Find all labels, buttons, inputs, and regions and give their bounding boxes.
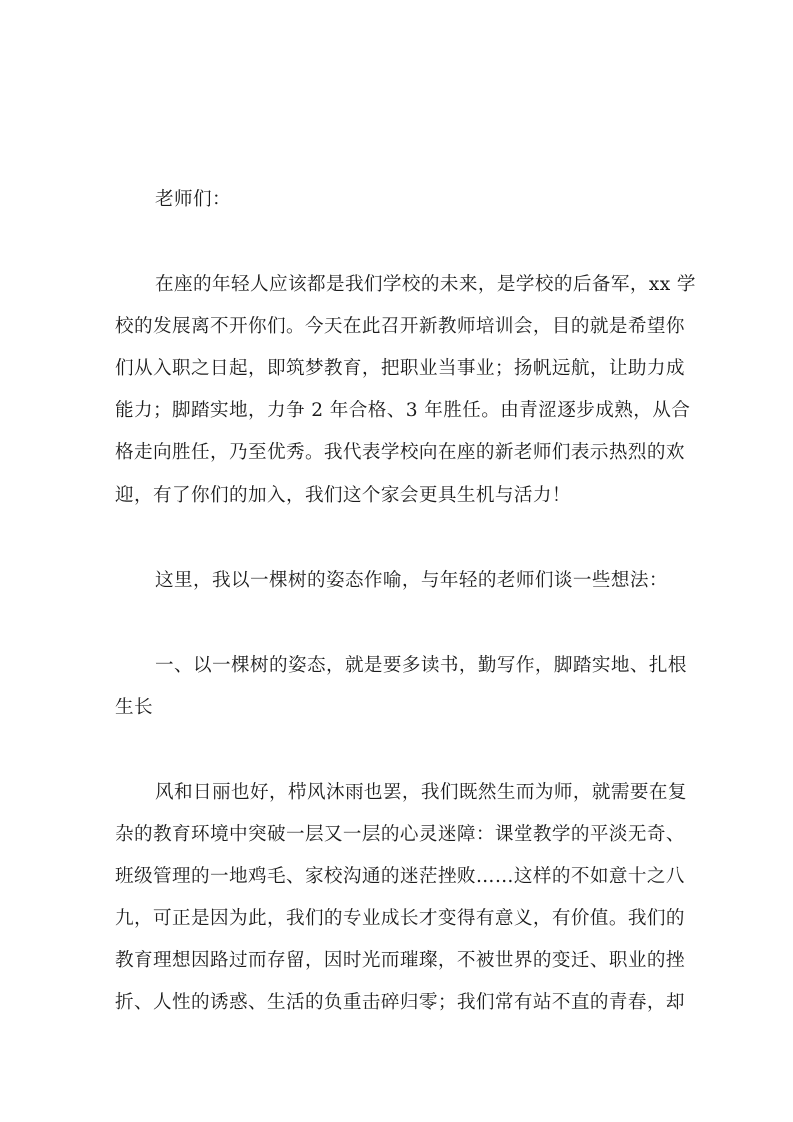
paragraph-line: 折、人性的诱惑、生活的负重击碎归零；我们常有站不直的青春，却	[115, 992, 685, 1013]
paragraph-line: 教育理想因路过而存留，因时光而璀璨，不被世界的变迁、职业的挫	[115, 950, 685, 971]
heading-line: 一、以一棵树的姿态，就是要多读书，勤写作，脚踏实地、扎根	[155, 655, 687, 676]
paragraph-line: 能力；脚踏实地，力争 2 年合格、3 年胜任。由青涩逐步成熟，从合	[115, 400, 691, 421]
paragraph-line: 班级管理的一地鸡毛、家校沟通的迷茫挫败……这样的不如意十之八	[115, 866, 685, 887]
paragraph-line: 校的发展离不开你们。今天在此召开新教师培训会，目的就是希望你	[115, 316, 685, 337]
paragraph-line: 格走向胜任，乃至优秀。我代表学校向在座的新老师们表示热烈的欢	[115, 442, 685, 463]
heading-line: 生长	[115, 697, 153, 718]
paragraph-line: 九，可正是因为此，我们的专业成长才变得有意义，有价值。我们的	[115, 908, 685, 929]
paragraph-line: 杂的教育环境中突破一层又一层的心灵迷障：课堂教学的平淡无奇、	[115, 824, 685, 845]
paragraph-line: 这里，我以一棵树的姿态作喻，与年轻的老师们谈一些想法：	[155, 570, 668, 591]
paragraph-line: 迎，有了你们的加入，我们这个家会更具生机与活力！	[115, 485, 571, 506]
paragraph-line: 风和日丽也好，栉风沐雨也罢，我们既然生而为师，就需要在复	[155, 782, 687, 803]
salutation: 老师们：	[155, 189, 231, 210]
paragraph-line: 们从入职之日起，即筑梦教育，把职业当事业；扬帆远航，让助力成	[115, 358, 685, 379]
paragraph-line: 在座的年轻人应该都是我们学校的未来，是学校的后备军，xx 学	[155, 274, 696, 295]
